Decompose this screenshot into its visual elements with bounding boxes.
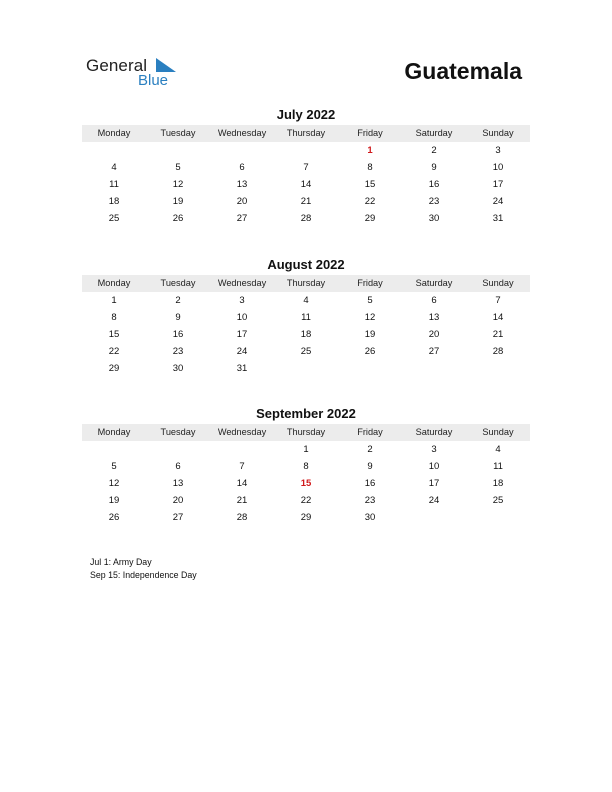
day-cell: 15 <box>108 329 120 340</box>
day-cell: 4 <box>495 444 501 455</box>
day-cell: 4 <box>111 162 117 173</box>
day-cell: 10 <box>236 312 248 323</box>
empty-day-cell <box>146 441 210 458</box>
day-cell: 28 <box>492 346 504 357</box>
logo <box>86 56 186 92</box>
month-title: August 2022 <box>267 257 345 272</box>
month-title: September 2022 <box>256 406 356 421</box>
month-block-august <box>82 256 530 377</box>
day-cell: 11 <box>109 179 119 190</box>
week-row <box>82 326 530 343</box>
holiday-notes <box>90 556 197 582</box>
holiday-day-cell: 1 <box>367 145 373 156</box>
week-row <box>82 292 530 309</box>
day-cell: 18 <box>300 329 312 340</box>
empty-day-cell <box>402 509 466 526</box>
day-cell: 12 <box>172 179 184 190</box>
weeks-grid <box>82 142 530 227</box>
weekday-label: Tuesday <box>160 427 196 437</box>
day-cell: 27 <box>236 213 248 224</box>
blue-triangle-flag-icon <box>156 58 176 74</box>
day-cell: 29 <box>108 363 120 374</box>
week-row <box>82 458 530 475</box>
day-cell: 25 <box>300 346 312 357</box>
day-cell: 5 <box>175 162 181 173</box>
day-cell: 27 <box>172 512 184 523</box>
day-cell: 22 <box>364 196 376 207</box>
day-cell: 20 <box>236 196 248 207</box>
day-cell: 21 <box>300 196 312 207</box>
day-cell: 18 <box>108 196 120 207</box>
day-cell: 17 <box>492 179 504 190</box>
day-cell: 4 <box>303 295 309 306</box>
day-cell: 13 <box>172 478 184 489</box>
day-cell: 21 <box>492 329 504 340</box>
weekday-label: Saturday <box>415 278 453 288</box>
day-cell: 20 <box>172 495 184 506</box>
day-cell: 14 <box>300 179 312 190</box>
day-cell: 1 <box>111 295 117 306</box>
day-cell: 2 <box>431 145 437 156</box>
day-cell: 30 <box>428 213 440 224</box>
day-cell: 26 <box>364 346 376 357</box>
day-cell: 8 <box>303 461 309 472</box>
week-row <box>82 142 530 159</box>
week-row <box>82 343 530 360</box>
day-cell: 19 <box>108 495 120 506</box>
weekday-label: Friday <box>357 427 383 437</box>
month-block-july <box>82 106 530 227</box>
day-cell: 25 <box>492 495 504 506</box>
week-row <box>82 193 530 210</box>
weekday-label: Thursday <box>286 128 326 138</box>
week-row <box>82 360 530 377</box>
day-cell: 6 <box>431 295 437 306</box>
weekday-label: Sunday <box>482 128 514 138</box>
weekday-label: Sunday <box>482 278 514 288</box>
weeks-grid <box>82 441 530 526</box>
day-cell: 16 <box>428 179 440 190</box>
country-title: Guatemala <box>404 58 522 84</box>
empty-day-cell <box>274 360 338 377</box>
day-cell: 13 <box>428 312 440 323</box>
day-cell: 23 <box>428 196 440 207</box>
day-cell: 17 <box>236 329 248 340</box>
logo-word-general: General <box>86 56 148 75</box>
day-cell: 31 <box>236 363 248 374</box>
day-cell: 29 <box>300 512 312 523</box>
day-cell: 5 <box>111 461 117 472</box>
week-row <box>82 176 530 193</box>
day-cell: 1 <box>303 444 309 455</box>
day-cell: 30 <box>364 512 376 523</box>
week-row <box>82 492 530 509</box>
day-cell: 25 <box>108 213 120 224</box>
holiday-day-cell: 15 <box>300 478 312 489</box>
weekday-header-row <box>82 275 530 292</box>
month-title: July 2022 <box>276 107 336 122</box>
weekday-label: Wednesday <box>217 128 267 138</box>
day-cell: 26 <box>172 213 184 224</box>
day-cell: 11 <box>493 461 503 472</box>
empty-day-cell <box>338 360 402 377</box>
day-cell: 9 <box>431 162 437 173</box>
day-cell: 31 <box>492 213 504 224</box>
weekday-label: Monday <box>97 427 131 437</box>
day-cell: 26 <box>108 512 120 523</box>
day-cell: 17 <box>428 478 440 489</box>
day-cell: 3 <box>431 444 437 455</box>
week-row <box>82 441 530 458</box>
week-row <box>82 159 530 176</box>
day-cell: 14 <box>492 312 504 323</box>
day-cell: 6 <box>175 461 181 472</box>
day-cell: 6 <box>239 162 245 173</box>
holiday-note: Jul 1: Army Day <box>90 557 152 567</box>
month-block-september <box>82 405 530 526</box>
empty-day-cell <box>466 360 530 377</box>
day-cell: 14 <box>236 478 248 489</box>
day-cell: 5 <box>367 295 373 306</box>
day-cell: 10 <box>492 162 504 173</box>
day-cell: 7 <box>239 461 245 472</box>
weekday-label: Sunday <box>482 427 514 437</box>
day-cell: 2 <box>175 295 181 306</box>
day-cell: 7 <box>495 295 501 306</box>
empty-day-cell <box>210 441 274 458</box>
empty-day-cell <box>274 142 338 159</box>
day-cell: 16 <box>172 329 184 340</box>
empty-day-cell <box>466 509 530 526</box>
day-cell: 19 <box>364 329 376 340</box>
weekday-label: Wednesday <box>217 427 267 437</box>
logo-word-blue: Blue <box>138 72 169 89</box>
week-row <box>82 509 530 526</box>
day-cell: 8 <box>367 162 373 173</box>
day-cell: 23 <box>172 346 184 357</box>
day-cell: 24 <box>236 346 248 357</box>
weekday-header-row <box>82 424 530 441</box>
day-cell: 22 <box>108 346 120 357</box>
day-cell: 28 <box>236 512 248 523</box>
holiday-note: Sep 15: Independence Day <box>90 570 197 580</box>
day-cell: 13 <box>236 179 248 190</box>
day-cell: 7 <box>303 162 309 173</box>
weekday-header-row <box>82 125 530 142</box>
weekday-label: Wednesday <box>217 278 267 288</box>
week-row <box>82 309 530 326</box>
empty-day-cell <box>82 142 146 159</box>
day-cell: 2 <box>367 444 373 455</box>
day-cell: 20 <box>428 329 440 340</box>
empty-day-cell <box>146 142 210 159</box>
day-cell: 27 <box>428 346 440 357</box>
day-cell: 3 <box>495 145 501 156</box>
day-cell: 28 <box>300 213 312 224</box>
week-row <box>82 210 530 227</box>
day-cell: 30 <box>172 363 184 374</box>
empty-day-cell <box>402 360 466 377</box>
weekday-label: Thursday <box>286 427 326 437</box>
day-cell: 29 <box>364 213 376 224</box>
day-cell: 12 <box>108 478 120 489</box>
weeks-grid <box>82 292 530 377</box>
day-cell: 9 <box>175 312 181 323</box>
day-cell: 19 <box>172 196 184 207</box>
day-cell: 18 <box>492 478 504 489</box>
weekday-label: Monday <box>97 128 131 138</box>
week-row <box>82 475 530 492</box>
weekday-label: Tuesday <box>160 128 196 138</box>
day-cell: 10 <box>428 461 440 472</box>
weekday-label: Saturday <box>415 427 453 437</box>
day-cell: 3 <box>239 295 245 306</box>
day-cell: 11 <box>301 312 311 323</box>
day-cell: 8 <box>111 312 117 323</box>
day-cell: 21 <box>236 495 248 506</box>
weekday-label: Saturday <box>415 128 453 138</box>
day-cell: 24 <box>428 495 440 506</box>
day-cell: 22 <box>300 495 312 506</box>
day-cell: 9 <box>367 461 373 472</box>
weekday-label: Friday <box>357 278 383 288</box>
empty-day-cell <box>82 441 146 458</box>
weekday-label: Friday <box>357 128 383 138</box>
weekday-label: Thursday <box>286 278 326 288</box>
day-cell: 16 <box>364 478 376 489</box>
day-cell: 15 <box>364 179 376 190</box>
day-cell: 24 <box>492 196 504 207</box>
day-cell: 12 <box>364 312 376 323</box>
weekday-label: Tuesday <box>160 278 196 288</box>
empty-day-cell <box>210 142 274 159</box>
day-cell: 23 <box>364 495 376 506</box>
weekday-label: Monday <box>97 278 131 288</box>
